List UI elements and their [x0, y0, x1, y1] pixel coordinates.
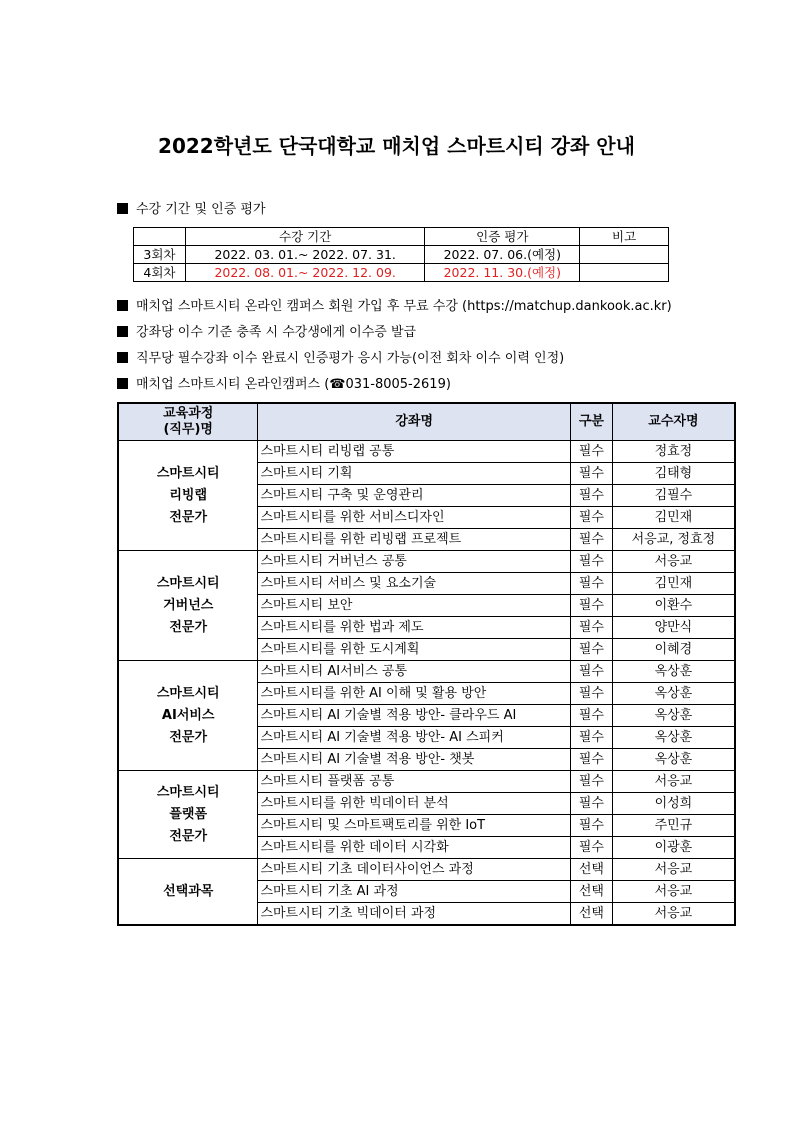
course-professor: 이성희 — [612, 793, 735, 815]
course-title: 스마트시티 기획 — [258, 463, 571, 485]
period-row-3 — [134, 246, 669, 264]
note-item — [117, 347, 564, 366]
course-title: 스마트시티 기초 AI 과정 — [258, 881, 571, 903]
course-type: 필수 — [570, 705, 612, 727]
course-professor: 김민재 — [612, 573, 735, 595]
course-type: 필수 — [570, 661, 612, 683]
course-row — [118, 661, 735, 683]
note-item — [117, 295, 672, 314]
course-professor: 서응교, 정효정 — [612, 529, 735, 551]
course-title: 스마트시티 보안 — [258, 595, 571, 617]
course-title: 스마트시티 기초 데이터사이언스 과정 — [258, 859, 571, 881]
square-bullet-icon — [117, 203, 128, 214]
header-track-label: 교육과정 (직무)명 — [163, 406, 214, 437]
course-type: 필수 — [570, 749, 612, 771]
course-professor: 서응교 — [612, 881, 735, 903]
note-item — [117, 373, 451, 392]
course-title: 스마트시티 플랫폼 공통 — [258, 771, 571, 793]
course-title: 스마트시티 서비스 및 요소기술 — [258, 573, 571, 595]
course-type: 필수 — [570, 507, 612, 529]
course-professor: 김필수 — [612, 485, 735, 507]
course-professor: 옥상훈 — [612, 661, 735, 683]
course-type: 필수 — [570, 727, 612, 749]
track-name: 스마트시티 AI서비스 전문가 — [118, 661, 258, 771]
period-table — [133, 227, 669, 282]
course-type: 필수 — [570, 837, 612, 859]
header-professor: 교수자명 — [612, 403, 735, 441]
course-type: 필수 — [570, 771, 612, 793]
note-text: 직무당 필수강좌 이수 완료시 인증평가 응시 가능(이전 회차 이수 이력 인정) — [136, 351, 565, 366]
period-range: 2022. 03. 01.~ 2022. 07. 31. — [185, 246, 425, 264]
course-professor: 이광훈 — [612, 837, 735, 859]
course-professor: 서응교 — [612, 859, 735, 881]
course-title: 스마트시티를 위한 AI 이해 및 활용 방안 — [258, 683, 571, 705]
course-title: 스마트시티 리빙랩 공통 — [258, 441, 571, 463]
note-text: 강좌당 이수 기준 충족 시 수강생에게 이수증 발급 — [136, 325, 417, 340]
period-header-note: 비고 — [580, 228, 669, 246]
period-note — [580, 246, 669, 264]
course-professor: 옥상훈 — [612, 727, 735, 749]
course-type: 필수 — [570, 683, 612, 705]
course-professor: 서응교 — [612, 551, 735, 573]
course-professor: 이환수 — [612, 595, 735, 617]
course-title: 스마트시티를 위한 도시계획 — [258, 639, 571, 661]
course-type: 필수 — [570, 529, 612, 551]
course-title: 스마트시티를 위한 데이터 시각화 — [258, 837, 571, 859]
period-eval-date: 2022. 07. 06.(예정) — [425, 246, 580, 264]
course-title: 스마트시티 거버넌스 공통 — [258, 551, 571, 573]
course-professor: 김민재 — [612, 507, 735, 529]
period-row-4 — [134, 264, 669, 282]
course-type: 필수 — [570, 639, 612, 661]
header-type: 구분 — [570, 403, 612, 441]
course-row — [118, 441, 735, 463]
course-header-row — [118, 403, 735, 441]
period-header-eval: 인증 평가 — [425, 228, 580, 246]
course-type: 필수 — [570, 551, 612, 573]
course-professor: 이혜경 — [612, 639, 735, 661]
course-title: 스마트시티를 위한 리빙랩 프로젝트 — [258, 529, 571, 551]
course-type: 필수 — [570, 617, 612, 639]
period-round: 4회차 — [134, 264, 186, 282]
section-heading-label: 수강 기간 및 인증 평가 — [136, 202, 266, 217]
course-row — [118, 859, 735, 881]
course-title: 스마트시티 AI서비스 공통 — [258, 661, 571, 683]
square-bullet-icon — [117, 300, 128, 311]
course-type: 필수 — [570, 793, 612, 815]
course-type: 선택 — [570, 881, 612, 903]
course-professor: 주민규 — [612, 815, 735, 837]
course-professor: 옥상훈 — [612, 749, 735, 771]
period-range: 2022. 08. 01.~ 2022. 12. 09. — [185, 264, 425, 282]
period-note — [580, 264, 669, 282]
course-row — [118, 551, 735, 573]
course-title: 스마트시티 AI 기술별 적용 방안- 챗봇 — [258, 749, 571, 771]
course-type: 필수 — [570, 463, 612, 485]
track-name: 선택과목 — [118, 859, 258, 926]
period-round: 3회차 — [134, 246, 186, 264]
course-professor: 서응교 — [612, 771, 735, 793]
course-professor: 정효정 — [612, 441, 735, 463]
square-bullet-icon — [117, 326, 128, 337]
course-row — [118, 771, 735, 793]
course-type: 필수 — [570, 573, 612, 595]
page-title: 2022학년도 단국대학교 매치업 스마트시티 강좌 안내 — [158, 134, 635, 158]
note-text: 매치업 스마트시티 온라인캠퍼스 (☎031-8005-2619) — [136, 377, 451, 392]
square-bullet-icon — [117, 378, 128, 389]
course-title: 스마트시티를 위한 빅데이터 분석 — [258, 793, 571, 815]
note-item — [117, 321, 416, 340]
track-name: 스마트시티 거버넌스 전문가 — [118, 551, 258, 661]
section-heading — [117, 198, 266, 217]
course-title: 스마트시티 기초 빅데이터 과정 — [258, 903, 571, 926]
course-table-body — [118, 441, 735, 926]
course-professor: 양만식 — [612, 617, 735, 639]
period-header-period: 수강 기간 — [185, 228, 425, 246]
course-professor: 옥상훈 — [612, 683, 735, 705]
track-name: 스마트시티 리빙랩 전문가 — [118, 441, 258, 551]
course-type: 필수 — [570, 815, 612, 837]
course-type: 선택 — [570, 859, 612, 881]
period-eval-date: 2022. 11. 30.(예정) — [425, 264, 580, 282]
note-text: 매치업 스마트시티 온라인 캠퍼스 회원 가입 후 무료 수강 (https://matchup.dankook.ac.kr) — [136, 299, 672, 314]
course-title: 스마트시티를 위한 법과 제도 — [258, 617, 571, 639]
course-professor: 서응교 — [612, 903, 735, 926]
course-professor: 옥상훈 — [612, 705, 735, 727]
header-track — [118, 403, 258, 441]
course-title: 스마트시티 AI 기술별 적용 방안- AI 스피커 — [258, 727, 571, 749]
track-name: 스마트시티 플랫폼 전문가 — [118, 771, 258, 859]
header-course: 강좌명 — [258, 403, 571, 441]
course-professor: 김태형 — [612, 463, 735, 485]
course-type: 선택 — [570, 903, 612, 926]
square-bullet-icon — [117, 352, 128, 363]
course-title: 스마트시티를 위한 서비스디자인 — [258, 507, 571, 529]
course-type: 필수 — [570, 441, 612, 463]
course-title: 스마트시티 AI 기술별 적용 방안- 클라우드 AI — [258, 705, 571, 727]
course-type: 필수 — [570, 595, 612, 617]
course-title: 스마트시티 구축 및 운영관리 — [258, 485, 571, 507]
course-table — [117, 402, 736, 926]
period-header-blank — [134, 228, 186, 246]
course-type: 필수 — [570, 485, 612, 507]
course-title: 스마트시티 및 스마트팩토리를 위한 IoT — [258, 815, 571, 837]
period-header-row — [134, 228, 669, 246]
